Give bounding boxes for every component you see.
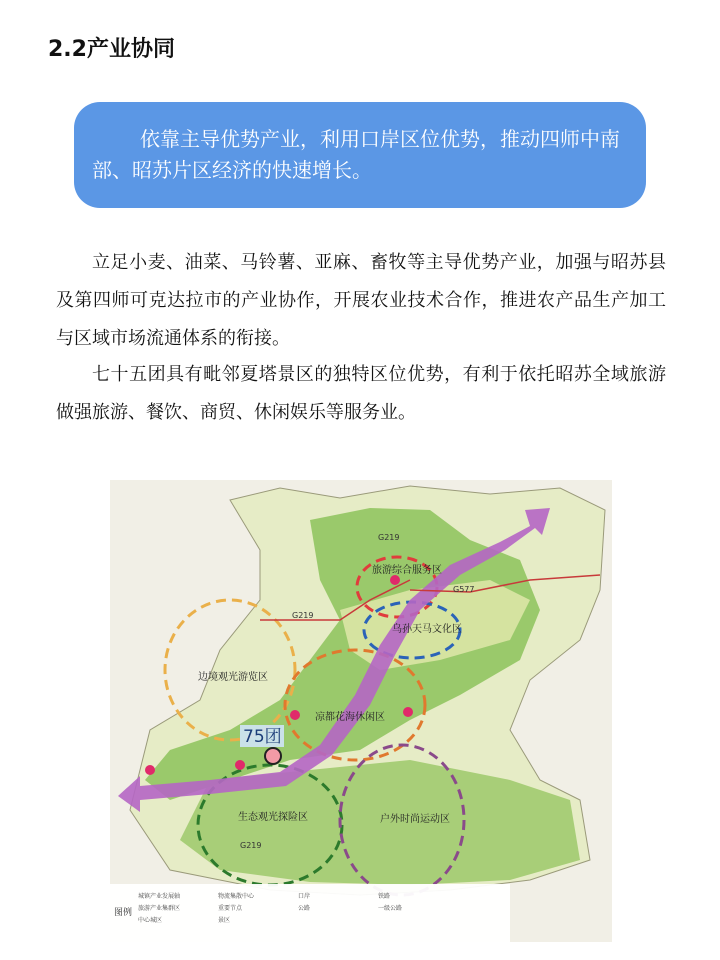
point-west-2 <box>235 760 245 770</box>
point-leisure-1 <box>290 710 300 720</box>
zone-label-leisure: 凉都花海休闲区 <box>315 712 385 723</box>
zone-label-outdoor: 户外时尚运动区 <box>380 814 450 825</box>
road-label-g219-bottom: G219 <box>240 841 262 850</box>
legend-entry-5: 重要节点 <box>218 905 243 912</box>
legend-entry-6: 景区 <box>218 917 231 924</box>
point-tourism-center <box>390 575 400 585</box>
legend-entry-10: 一级公路 <box>378 905 403 912</box>
road-label-g577: G577 <box>453 585 475 594</box>
legend-entry-9: 铁路 <box>378 893 391 900</box>
regiment-label: 75团 <box>243 727 282 747</box>
legend-entry-3: 中心城区 <box>138 917 163 924</box>
legend-entry-7: 口岸 <box>298 893 311 900</box>
section-heading: 2.2产业协同 <box>48 37 175 62</box>
road-label-g219-mid: G219 <box>292 611 314 620</box>
zone-label-wusun: 乌孙天马文化区 <box>392 624 462 635</box>
legend-entry-8: 公路 <box>298 905 311 912</box>
zone-label-tourism: 旅游综合服务区 <box>372 565 442 576</box>
summary-callout-text: 依靠主导优势产业，利用口岸区位优势，推动四师中南部、昭苏片区经济的快速增长。 <box>92 127 620 182</box>
body-paragraph-2: 七十五团具有毗邻夏塔景区的独特区位优势，有利于依托昭苏全域旅游做强旅游、餐饮、商贸、休闲娱乐等服务业。 <box>56 364 666 423</box>
zone-label-eco: 生态观光探险区 <box>238 812 308 823</box>
point-leisure-2 <box>403 707 413 717</box>
legend-entry-4: 物流集散中心 <box>218 893 255 900</box>
regiment-75-marker <box>265 748 281 764</box>
legend-entry-1: 城镇产业发展轴 <box>138 893 181 900</box>
zone-label-border: 边境观光游览区 <box>198 672 268 683</box>
legend-title: 图例 <box>114 908 133 918</box>
industry-zoning-map <box>110 480 612 942</box>
road-label-g219-top: G219 <box>378 533 400 542</box>
legend-entry-2: 旅游产业集群区 <box>138 905 181 912</box>
body-paragraph-1: 立足小麦、油菜、马铃薯、亚麻、畜牧等主导优势产业，加强与昭苏县及第四师可克达拉市的产业协作，开展农业技术合作，推进农产品生产加工与区域市场流通体系的衔接。 <box>56 252 666 349</box>
point-west-1 <box>145 765 155 775</box>
